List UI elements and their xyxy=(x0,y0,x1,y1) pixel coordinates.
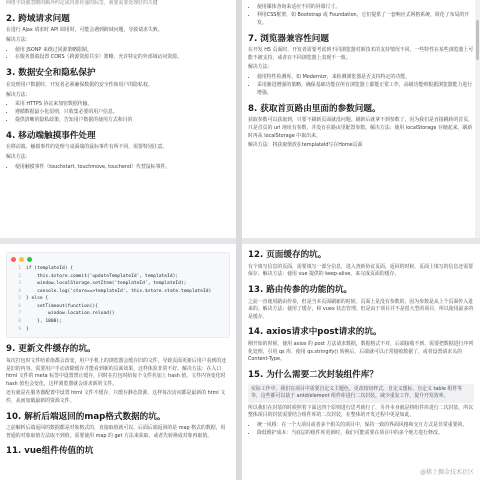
code-line xyxy=(11,326,225,334)
code-line xyxy=(11,295,225,303)
list-item: • 使用 JSONP 来绕过同源策略限制。 xyxy=(15,47,230,55)
solution-list xyxy=(6,101,230,125)
minimize-dot-icon xyxy=(19,257,24,262)
close-dot-icon xyxy=(11,257,16,262)
list-item: • 采用 HTTPS 协议来加密数据传输。 xyxy=(15,101,230,109)
solution-label: 解决方法： xyxy=(6,36,31,43)
code-line xyxy=(11,273,225,281)
heading-route-params: 8. 获取首页路由里面的参数问题。 xyxy=(248,103,381,114)
code-text: }, 1000); xyxy=(26,319,62,325)
list-item: • 在服务器端设置 CORS（跨源资源共享）策略，允许特定的外部域访问资源。 xyxy=(15,54,230,62)
code-line xyxy=(11,303,225,311)
heading-vue-props: 11. vue组件传值的坑 xyxy=(6,446,94,457)
paragraph: 有个填写信息的页面，需要填写一部分信息，进入查新协议页面，返回的时候，页面上填写的信息还需要保存。解决方法：使用 vue 提供的 keep-alive，来完成页面的缓存。 xyxy=(248,263,473,278)
list-item: • 遵循数据最小化原则，只收集必要的用户信息。 xyxy=(15,109,230,117)
window-dots xyxy=(11,257,225,262)
article-panel-bottom-left xyxy=(0,244,236,480)
paragraph: 所以我们在封装的时候照着下面这四个原则进行思考就行了，另外本身就是将组件库进行二次封装，所以整体项目的封装需要结合组件库的二次封装，在整体的开发过程中更是如此。 xyxy=(248,404,473,419)
code-line xyxy=(11,310,225,318)
heading-component-wrap: 15. 为什么需要二次封装组件库？ xyxy=(248,369,378,380)
heading-axios-post: 14. axios请求中post请求的坑。 xyxy=(248,327,382,338)
reason-list xyxy=(248,422,474,438)
scrollbar-thumb[interactable] xyxy=(476,20,479,60)
code-text: window.location.reload() xyxy=(26,311,115,317)
heading-browser-compat: 7. 浏览器兼容性问题 xyxy=(248,33,329,44)
article-panel-bottom-right xyxy=(242,244,480,480)
solution-label: 解决方法： xyxy=(6,153,31,160)
paragraph: 在处理用户数据时，开发者必须确保数据的安全性和用户的隐私权。 xyxy=(6,81,153,88)
code-text: } xyxy=(26,326,29,332)
code-text: } else { xyxy=(26,296,49,302)
article-panel-top-right xyxy=(242,0,480,238)
blockquote: 实际工作中，我们在项目中需要自定义主题色，更改按钮样式，自定义图标，自定义 table 组件等等，这些都可以基于 antd/element 组件库进行二次封装，减少重复工作，提升开发效率。 xyxy=(248,384,474,403)
list-item: • 提供清晰的隐私政策，告知用户数据的使用方式和目的 xyxy=(15,117,230,125)
paragraph: 之前解析后端返回的数据都是对象格式的，直接取值就可以，后面后端返回的是 map 格式的数据，用普通的对象取值方法取不到值。需要使用 map 的 get 方法来获取，或者先转换成对象再取值。 xyxy=(6,425,226,439)
line-number: 8 xyxy=(18,319,21,325)
article-panel-top-left xyxy=(0,0,236,238)
heading-page-cache: 12. 页面缓存的坑。 xyxy=(248,250,327,260)
list-item: • 使用触摸事件（touchstart, touchmove, touchend）代替鼠标事件。 xyxy=(15,164,230,172)
maximize-dot-icon xyxy=(27,257,32,262)
solution-label: 解决方法： xyxy=(6,91,31,98)
solution-list xyxy=(6,164,230,172)
line-number: 7 xyxy=(18,311,21,317)
line-number: 2 xyxy=(18,273,21,279)
paragraph: 每次打包时文件哈希值都会改变，用户手机上的浏览器会缓存旧的文件，导致页面更新后用户看到的还是旧的内容。需要用户手动清除缓存才能看到新的页面效果，这样体验非常不好。解决方法：在入口 html 文件的 meta 标签中设置禁止缓存，同时在打包时给每个文件名加上 hash 值，文件内容变化时 hash 值也会变化，这样浏览器就会请求新的文件。 xyxy=(6,357,227,387)
heading-data-security: 3. 数据安全和隐私保护 xyxy=(6,68,96,79)
list-item: • 使用特性检测库，如 Modernizr，来检测浏览器是否支持特定的功能。 xyxy=(257,74,474,82)
paragraph: 之前一直使用路由传参，但是当本页面刷新的时候，页面上是没有参数的，因为参数是从上个页面传入进来的。解决方法：使用了缓存，和 vuex 状态管理。但是由于项目并不是很大型的项目，所以使用最多的是缓存。 xyxy=(248,298,474,320)
watermark: @稀土掘金技术社区 xyxy=(419,469,474,476)
solution-list xyxy=(248,74,474,98)
line-number: 1 xyxy=(18,266,21,271)
line-number: 4 xyxy=(18,288,21,294)
code-text: setTimeout(function(){ xyxy=(26,303,98,309)
code-text: window.localStorage.setItem('templateId', templateId); xyxy=(26,281,187,287)
code-line xyxy=(11,265,225,273)
paragraph: 解决方法：将获取值放在templateId写在Home页面 xyxy=(248,142,363,149)
list-item: • 降低维护成本：当底层的组件库更新时，我们可能需要在项目中的多个地方进行修改。 xyxy=(257,430,474,438)
code-line xyxy=(11,318,225,326)
paragraph: 在移动端，触摸事件的处理与桌面端的鼠标事件有所不同，需要特别注意。 xyxy=(6,144,168,151)
paragraph: 在开发 H5 页面时，开发者需要考虑到不同浏览器对新技术的支持情况不同。一些特性在某些浏览器上可能不被支持，或者在不同浏览器上表现不一致。 xyxy=(248,47,474,61)
code-text: console.log('store==>templateId', this.$store.state.templateId) xyxy=(26,288,212,294)
list-item: • 统一风格：在一个大项目或者多个相关的项目中，保持一致的界面风格和交互方式是非常重要的。 xyxy=(257,422,474,430)
solution-list xyxy=(6,47,230,63)
paragraph: 在进行 Ajax 请求时 API 调用时，可能会遇到跨域问题，导致请求失败。 xyxy=(6,27,163,34)
heading-map-data: 10. 解析后端返回的map格式数据的坑。 xyxy=(6,411,166,422)
line-number: 3 xyxy=(18,281,21,287)
list-item: • 利用CSS框架，如 Bootstrap 或 Foundation，它们提供了一套响应式网格系统，简化了布局的开发。 xyxy=(257,12,474,28)
code-text: this.$store.commit('updateTemplateId', templateId); xyxy=(26,273,179,279)
list-item: • 采用渐进增强的策略，确保基础功能在所有浏览器上都能正常工作，高级功能则根据浏览器能力进行增强。 xyxy=(257,82,474,98)
paragraph: 还有就是在服务器配置中设置 html 文件不缓存，只缓存静态资源，这样每次访问都是最新的 html 文件，从而加载最新的资源文件。 xyxy=(6,390,226,404)
paragraph: 获取参数可以获取到，只要不刷新页面就没问题。刷新后就拿不到参数了，因为我们是直接跳转的首页，只是首页的 url 地址有参数，并没有在路由里配置参数。解决方法：使用 localStorage 存储起来，刷新时再从 localStorage 中取出来。 xyxy=(248,117,473,139)
line-number: 5 xyxy=(18,296,21,302)
list-item: • 使用媒体查询来适应不同的屏幕尺寸。 xyxy=(257,4,474,12)
solution-label: 解决方法： xyxy=(248,64,273,71)
heading-touch-events: 4. 移动端触摸事件处理 xyxy=(6,130,96,141)
text-fragment: 网络字段被忽略的额外约定或内部传递的标签，就要需要处理好的关键 xyxy=(6,0,158,6)
code-line xyxy=(11,288,225,296)
scrollbar[interactable] xyxy=(475,0,480,238)
paragraph: 刚开始的时候，使用 axios 的 post 方法请求数据，数据格式不对，后端接收不到，需要把数据进行序列化处理，引用 qs 库，使用 qs.stringify() 转换后，后端就可以正常接收数据了，或者设置请求头的 Content-Type。 xyxy=(248,341,474,363)
line-number: 9 xyxy=(18,326,21,332)
code-text: if (templateId) { xyxy=(26,266,74,271)
code-block xyxy=(6,252,230,338)
solution-list xyxy=(248,4,474,28)
line-number: 6 xyxy=(18,303,21,309)
heading-file-cache: 9. 更新文件缓存的坑。 xyxy=(6,344,96,355)
heading-cross-domain: 2. 跨域请求问题 xyxy=(6,13,70,24)
code-line xyxy=(11,280,225,288)
heading-route-query: 13. 路由传参的功能的坑。 xyxy=(248,284,353,295)
